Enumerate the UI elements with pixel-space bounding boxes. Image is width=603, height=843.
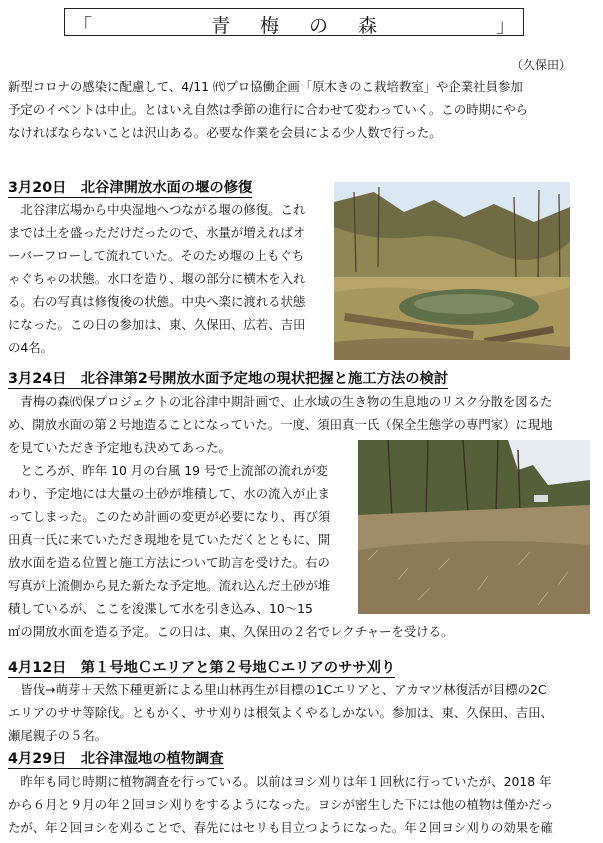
body-line: 写真が上流側から見た新たな予定地。流れ込んだ土砂が堆: [8, 578, 331, 593]
body-line: わり、予定地には大量の土砂が堆積して、水の流入が止ま: [8, 486, 330, 501]
section-heading: 4月29日 北谷津湿地の植物調査: [8, 751, 224, 767]
body-line: 田真一氏に来ていただき現地を見ていただくとともに、開: [8, 532, 331, 547]
intro-line: なければならないことは沢山ある。必要な作業を会員による少人数で行った。: [8, 125, 442, 140]
author: （久保田）: [510, 58, 571, 72]
intro-line: 新型コロナの感染に配慮して、4/11 ㈹プロ協働企画「原木きのこ栽培教室」や企業社員参加: [8, 79, 523, 94]
site-photo: [358, 440, 590, 614]
weir-photo: [334, 182, 570, 360]
title-close-bracket: 」: [495, 15, 515, 37]
title-open-bracket: 「: [73, 15, 93, 37]
body-line: までは土を盛っただけだったので、水量が増えればオ: [8, 225, 306, 240]
body-line: の4名。: [8, 340, 54, 355]
body-line: 皆伐→萌芽＋天然下種更新による里山林再生が目標の1Cエリアと、アカマツ林復活が目標の2C: [8, 682, 547, 697]
body-line: 積しているが、ここを浚渫して水を引き込み、10～15: [8, 601, 313, 616]
body-line: 青梅の森㈹保プロジェクトの北谷津中期計画で、止水域の生き物の生息地のリスク分散を図るた: [8, 394, 553, 409]
body-line: る。右の写真は修復後の状態。中央へ楽に渡れる状態: [8, 294, 306, 309]
body-line: ㎡の開放水面を造る予定。この日は、東、久保田の２名でレクチャーを受ける。: [8, 624, 454, 639]
section-heading: 3月24日 北谷津第2号開放水面予定地の現状把握と施工方法の検討: [8, 371, 449, 387]
body-line: から６月と９月の年２回ヨシ刈りをするようになった。ヨシが密生した下には他の植物は僅かだっ: [8, 797, 554, 812]
page-title: 青梅の森: [210, 15, 407, 37]
body-line: め、開放水面の第２号地造ることになっていた。一度、須田真一氏（保全生態学の専門家）に現地: [8, 417, 553, 432]
body-line: になった。この日の参加は、東、久保田、広若、吉田: [8, 317, 306, 332]
body-line: ところが、昨年 10 月の台風 19 号で上流部の流れが変: [8, 463, 328, 478]
body-line: たが、年２回ヨシを刈ることで、春先にはセリも目立つようになった。年２回ヨシ刈りの効果を確: [8, 820, 553, 835]
body-line: 北谷津広場から中央湿地へつながる堰の修復。これ: [8, 202, 306, 217]
body-line: を見ていただき予定地も決めてあった。: [8, 440, 231, 455]
body-line: 昨年も同じ時期に植物調査を行っている。以前はヨシ刈りは年１回秋に行っていたが、2018 年: [8, 774, 552, 789]
body-line: ゃぐちゃの状態。水口を造り、堰の部分に横木を入れ: [8, 271, 306, 286]
title-box: [64, 8, 524, 36]
body-line: ーバーフローして流れていた。そのため堰の上もぐち: [8, 248, 305, 263]
body-line: ってしまった。このため計画の変更が必要になり、再び須: [8, 509, 331, 524]
body-line: 放水面を造る位置と施工方法について助言を受けた。右の: [8, 555, 330, 570]
body-line: エリアのササ等除伐。ともかく、ササ刈りは根気よくやるしかない。参加は、東、久保田、吉田、: [8, 705, 553, 720]
body-line: 瀬尾親子の５名。: [8, 728, 108, 743]
intro-line: 予定のイベントは中止。とはいえ自然は季節の進行に合わせて変わっていく。この時期にやら: [8, 102, 529, 117]
section-heading: 3月20日 北谷津開放水面の堰の修復: [8, 180, 253, 196]
section-heading: 4月12日 第１号地Ｃエリアと第２号地Ｃエリアのササ刈り: [8, 660, 396, 676]
